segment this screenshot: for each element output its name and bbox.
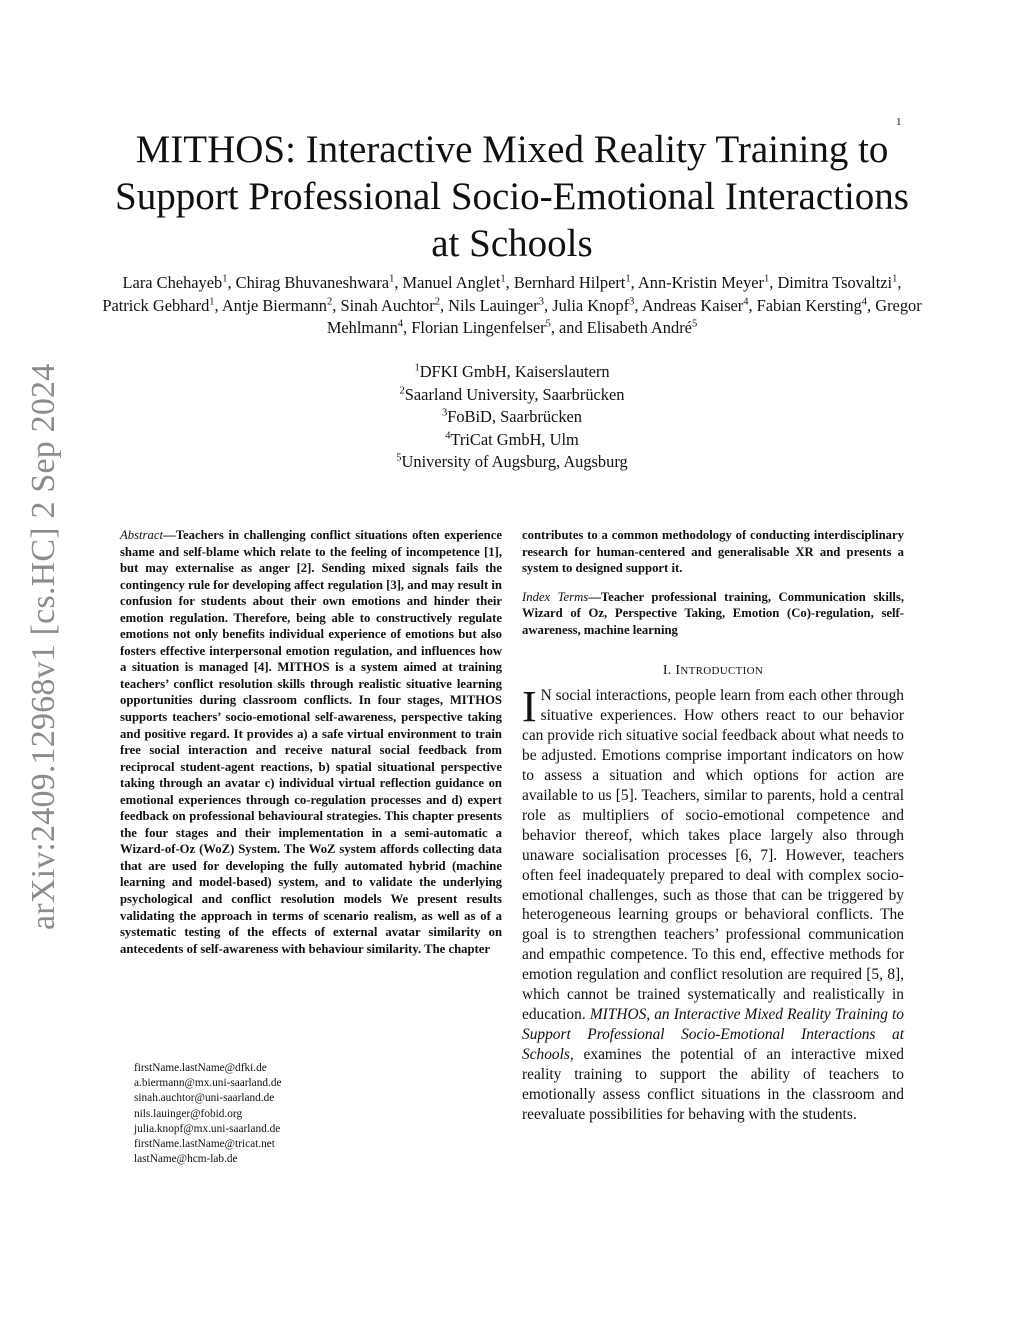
author-name: Sinah Auchtor xyxy=(340,295,435,315)
author-name: Julia Knopf xyxy=(552,295,630,315)
author-name: Lara Chehayeb xyxy=(122,273,223,292)
intro-italic-title: MITHOS, an Interactive Mixed Reality Training to Support Professional Socio-Emotional Interactions at Schools xyxy=(522,1006,904,1064)
affiliation: $^5$University of Augsburg, Augsburg xyxy=(396,452,628,471)
index-terms: Index Terms—Teacher professional training, Communication skills, Wizard of Oz, Perspective Taking, Emotion (Co)-regulation, self-awareness, machine learning xyxy=(522,589,904,637)
abstract-label: Abstract xyxy=(120,528,163,542)
email-address: firstName.lastName@tricat.net xyxy=(134,1138,275,1151)
drop-cap: I xyxy=(522,682,537,731)
affiliation: $^3$FoBiD, Saarbrücken xyxy=(442,407,582,426)
email-list xyxy=(134,1061,474,1167)
author-name: Chirag Bhuvaneshwara xyxy=(235,273,390,292)
author-name: Elisabeth André xyxy=(586,318,692,337)
author-name: Manuel Anglet xyxy=(402,273,501,292)
author-name: Ann-Kristin Meyer xyxy=(637,273,764,292)
email-address: sinah.auchtor@uni-saarland.de xyxy=(134,1092,275,1105)
index-terms-label: Index Terms xyxy=(522,589,589,604)
author-affiliation-mark: 2 xyxy=(434,296,440,308)
author-affiliation-mark: 4 xyxy=(861,296,868,308)
introduction-paragraph xyxy=(522,682,904,1125)
email-address: nils.lauinger@fobid.org xyxy=(134,1107,243,1120)
email-address: julia.knopf@mx.uni-saarland.de xyxy=(134,1122,281,1135)
author-affiliation-mark: 1 xyxy=(222,273,228,285)
author-list: Lara Chehayeb$^1$, Chirag Bhuvaneshwara$^1$, Manuel Anglet$^1$, Bernhard Hilpert$^1$, Ann-Kristin Meyer$^1$, Dimitra Tsovaltzi$^1$, Patrick Gebhard$^1$, Antje Biermann$^2$, Sinah Auchtor$^2$, Nils Lauinger$^3$, Julia Knopf$^3$, Andreas Kaiser$^4$, Fabian Kersting$^4$, Gregor Mehlmann$^4$, Florian Lingenfelser$^5$, and Elisabeth André$^5$ xyxy=(102,273,922,337)
author-name: Bernhard Hilpert xyxy=(513,273,626,292)
abstract-text: Teachers in challenging conflict situations often experience shame and self-blame which relate to the feeling of incompetence [1], but may externalise as anger [2]. Sending mixed signals fails the contingency rule for developing affect regulation [3], and may result in confusion for students about their own emotions and hinder their emotion regulation. Therefore, being able to constructively regulate emotions not only benefits individual experience of emotions but also fosters effective interpersonal emotion regulation, and influences how a situation is managed [4]. MITHOS is a system aimed at training teachers’ conflict resolution skills through realistic situative learning opportunities during classroom conflicts. In four stages, MITHOS supports teachers’ socio-emotional self-awareness, perspective taking and positive regard. It provides a) a safe virtual environment to train free social interaction and receive natural social feedback from reciprocal student-agent reactions, b) spatial situational perspective taking through an avatar c) individual virtual reflection guidance on emotional experiences through co-regulation processes and d) expert feedback on professional behavioural strategies. This chapter presents the four stages and their implementation in a semi-automatic a Wizard-of-Oz (WoZ) System. The WoZ system affords collecting data that are used for developing the fully automated hybrid (machine learning and model-based) system, and to validate the underlying psychological and conflict resolution models We present results validating the approach in terms of scenario realism, as well as of a systematic testing of the effects of external avatar similarity on antecedents of self-awareness with behaviour similarity. The chapter xyxy=(120,528,502,956)
author-name: Andreas Kaiser xyxy=(641,295,744,315)
author-name: Florian Lingenfelser xyxy=(411,318,546,337)
author-name: Patrick Gebhard xyxy=(102,295,210,315)
section-heading xyxy=(522,663,904,679)
section-title: INTRODUCTION xyxy=(675,663,764,678)
author-affiliation-mark: 4 xyxy=(397,318,404,330)
email-address: lastName@hcm-lab.de xyxy=(134,1153,238,1166)
author-affiliation-mark: 1 xyxy=(625,273,631,285)
author-name: Dimitra Tsovaltzi xyxy=(777,273,893,292)
paper-title: MITHOS: Interactive Mixed Reality Training to Support Professional Socio-Emotional Interactions at Schools xyxy=(115,128,909,265)
author-affiliation-mark: 3 xyxy=(629,296,635,308)
author-name: Fabian Kersting xyxy=(756,295,862,315)
affiliation: $^2$Saarland University, Saarbrücken xyxy=(399,384,625,404)
author-affiliation-mark: 1 xyxy=(389,273,395,285)
author-name: Nils Lauinger xyxy=(448,295,539,315)
affiliation-list xyxy=(300,361,724,474)
arxiv-identifier: arXiv:2409.12968v1 [cs.HC] 2 Sep 2024 xyxy=(25,363,62,930)
author-affiliation-mark: 2 xyxy=(327,296,333,308)
affiliation: $^4$TriCat GmbH, Ulm xyxy=(445,429,579,449)
author-affiliation-mark: 1 xyxy=(764,273,770,285)
email-address: a.biermann@mx.uni-saarland.de xyxy=(134,1077,282,1090)
author-affiliation-mark: 1 xyxy=(892,273,898,285)
abstract: Abstract—Teachers in challenging conflict situations often experience shame and self-blame which relate to the feeling of incompetence [1], but may externalise as anger [2]. Sending mixed signals fails the contingency rule for developing affect regulation [3], and may result in confusion for students about their own emotions and hinder their emotion regulation. Therefore, being able to constructively regulate emotions not only benefits individual experience of emotions but also fosters effective interpersonal emotion regulation, and influences how a situation is managed [4]. MITHOS is a system aimed at training teachers’ conflict resolution skills through realistic situative learning opportunities during classroom conflicts. In four stages, MITHOS supports teachers’ socio-emotional self-awareness, perspective taking and positive regard. It provides a) a safe virtual environment to train free social interaction and receive natural social feedback from reciprocal student-agent reactions, b) spatial situational perspective taking through an avatar c) individual virtual reflection guidance on emotional experiences through co-regulation processes and d) expert feedback on professional behavioural strategies. This chapter presents the four stages and their implementation in a semi-automatic a Wizard-of-Oz (WoZ) System. The WoZ system affords collecting data that are used for developing the fully automated hybrid (machine learning and model-based) system, and to validate the underlying psychological and conflict resolution models We present results validating the approach in terms of scenario realism, as well as of a systematic testing of the effects of external avatar similarity on antecedents of self-awareness with behaviour similarity. The chapter xyxy=(120,528,502,956)
author-name: Antje Biermann xyxy=(221,295,327,315)
author-affiliation-mark: 1 xyxy=(500,273,506,285)
intro-text-start: N social interactions, people learn from each other through situative experiences. How others react to our behavior can provide rich situative social feedback about what needs to be adjusted. Emotions comprise important indicators on how to assess a situation and which options for action are available to us [5]. Teachers, similar to parents, hold a central role as multipliers of socio-emotional competence and behavior thereof, which takes place largely also through unaware socialisation processes [6, 7]. However, teachers often feel inadequately prepared to deal with complex socio-emotional challenges, such as those that can be triggered by heterogeneous learning groups or behavioral conflicts. The goal is to strengthen teachers’ professional communication and empathic competence. To this end, effective methods for emotion regulation and conflict resolution are required [5, 8], which cannot be trained systematically and realistically in education. xyxy=(522,687,904,1024)
author-affiliation-mark: 1 xyxy=(209,296,215,308)
author-affiliation-mark: 4 xyxy=(743,296,749,308)
author-affiliation-mark: 3 xyxy=(538,296,544,308)
index-terms-text: Teacher professional training, Communication skills, Wizard of Oz, Perspective Taking, Emotion (Co)-regulation, self-awareness, machine learning xyxy=(522,589,904,637)
right-column xyxy=(522,527,904,638)
affiliation: $^1$DFKI GmbH, Kaiserslautern xyxy=(414,362,610,381)
intro-text-end: , examines the potential of an interactive mixed reality training to support the ability of teachers to emotionally assess conflict situations in the classroom and reevaluate possibilities for behaving with the students. xyxy=(522,1046,904,1124)
author-affiliation-mark: 5 xyxy=(691,318,698,330)
abstract-continued: contributes to a common methodology of conducting interdisciplinary research for human-centered and generalisable XR and presents a system to designed support it. xyxy=(522,528,904,576)
author-affiliation-mark: 5 xyxy=(545,318,551,330)
left-column xyxy=(120,527,502,957)
section-number: I. xyxy=(662,663,672,678)
author-name: Gregor Mehlmann xyxy=(326,295,922,337)
page-number: 1 xyxy=(896,116,902,128)
email-address: firstName.lastName@dfki.de xyxy=(134,1062,267,1074)
